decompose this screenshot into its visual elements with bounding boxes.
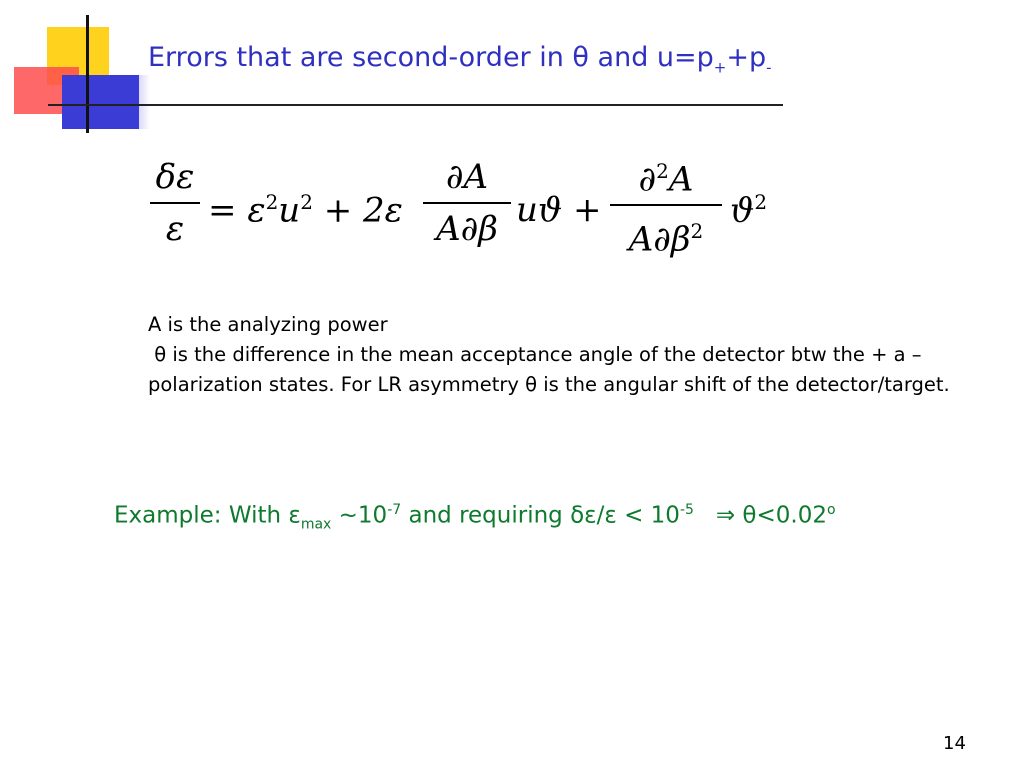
- title-main: Errors that are second-order in θ and u=p: [148, 42, 714, 73]
- fraction-2: [610, 150, 722, 261]
- term-plus-2eps: + 2ε: [323, 190, 403, 231]
- term-epsilon-exp: 2: [265, 190, 279, 214]
- fraction-2-numerator: [610, 150, 722, 200]
- example-approx: ~10: [331, 502, 388, 529]
- fraction-2-den-exp: 2: [690, 219, 704, 244]
- lhs-fraction-bar: [150, 202, 200, 204]
- fraction-2-partial: ∂: [638, 159, 657, 200]
- description-line-2: [148, 340, 988, 400]
- fraction-2-bar: [610, 204, 722, 206]
- title-sub-minus: -: [766, 58, 772, 77]
- fraction-1-numerator: ∂A: [445, 157, 489, 197]
- lhs-numerator: δε: [155, 157, 195, 197]
- fraction-2-den-text: A∂β: [628, 219, 691, 260]
- description-text: is the difference in the mean acceptance angle of the detector btw the + a – polarization states. For LR asymmetry: [148, 343, 922, 396]
- description-text-2: is the angular shift of the detector/target.: [537, 373, 950, 396]
- lhs-denominator: ε: [165, 209, 185, 249]
- theta-symbol: θ: [154, 343, 167, 366]
- term-u-theta-plus: uϑ +: [516, 190, 602, 230]
- fraction-2-A: A: [668, 159, 694, 200]
- lhs-fraction: [150, 156, 200, 250]
- fraction-2-partial-exp: 2: [656, 159, 669, 183]
- example-exp-1: -7: [387, 502, 402, 518]
- example-ratio: δε/ε: [570, 502, 617, 529]
- fraction-1-bar: [423, 202, 511, 204]
- description: [148, 310, 988, 400]
- equals-sign: =: [208, 190, 237, 231]
- fraction-1: [423, 156, 511, 250]
- example-mid: and requiring: [401, 502, 571, 529]
- example-degree: o: [826, 502, 836, 518]
- example-prefix: Example: With: [114, 502, 289, 529]
- example-line: [114, 502, 836, 532]
- equation-terms-3: [730, 190, 767, 230]
- term-u-exp: 2: [300, 190, 313, 214]
- term-u: u: [278, 190, 301, 231]
- example-epsilon: ε: [288, 502, 301, 529]
- equation-terms-1: [208, 190, 403, 230]
- fraction-2-denominator: [610, 210, 722, 260]
- title-mid: +p: [726, 42, 767, 73]
- example-exp-2: -5: [679, 502, 694, 518]
- term-epsilon: ε: [247, 190, 266, 231]
- term-theta: ϑ: [730, 190, 755, 231]
- fraction-1-denominator: A∂β: [436, 209, 498, 249]
- term-theta-exp: 2: [754, 190, 768, 214]
- title-sub-plus: +: [713, 58, 727, 77]
- equation-terms-2: [516, 190, 602, 230]
- example-epsilon-sub: max: [300, 516, 332, 533]
- equation: [0, 0, 1024, 300]
- example-theta: θ<0.02: [742, 502, 827, 529]
- example-implies: ⇒: [693, 502, 743, 529]
- page-number: 14: [943, 733, 966, 754]
- theta-symbol-2: θ: [525, 373, 538, 396]
- example-lt: < 10: [616, 502, 680, 529]
- description-line-1: A is the analyzing power: [148, 313, 388, 336]
